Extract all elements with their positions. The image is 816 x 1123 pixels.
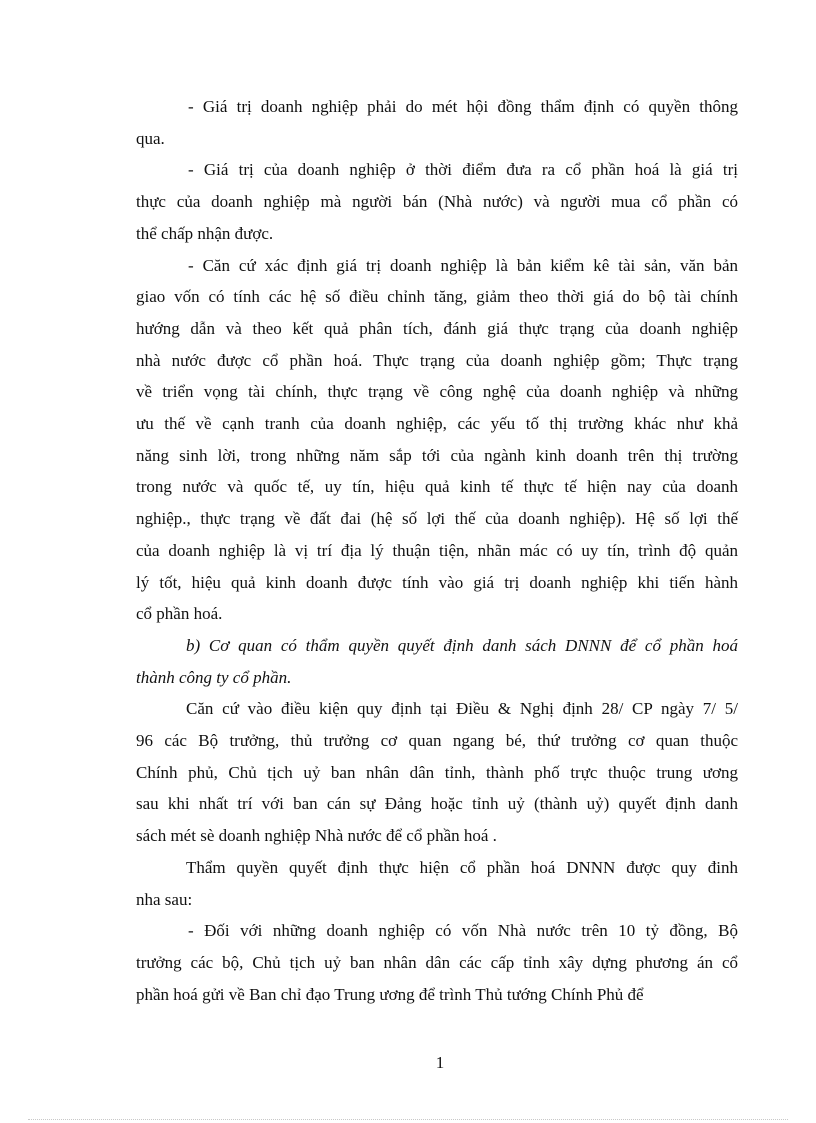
- paragraph-line: - Đối với những doanh nghiệp có vốn Nhà nước trên 10 tỷ đồng, Bộ: [188, 921, 738, 941]
- paragraph-line: Thẩm quyền quyết định thực hiện cổ phần hoá DNNN được quy đinh: [186, 857, 738, 877]
- paragraph-line: lý tốt, hiệu quả kinh doanh được tính vào giá trị doanh nghiệp khi tiến hành: [136, 572, 738, 592]
- paragraph-line: trong nước và quốc tế, uy tín, hiệu quả kinh tế thực tế hiện nay của doanh: [136, 477, 738, 497]
- paragraph-line: thành công ty cổ phần.: [136, 667, 292, 687]
- paragraph-line: sách mét sè doanh nghiệp Nhà nước để cổ phần hoá .: [136, 826, 497, 846]
- paragraph: [136, 91, 738, 154]
- paragraph-line: Chính phủ, Chủ tịch uỷ ban nhân dân tỉnh, thành phố trực thuộc trung ương: [136, 762, 738, 782]
- paragraph-line: trưởng các bộ, Chủ tịch uỷ ban nhân dân các cấp tỉnh xây dựng phương án cổ: [136, 952, 738, 972]
- paragraph-line: về triển vọng tài chính, thực trạng về công nghệ của doanh nghiệp và những: [136, 382, 738, 402]
- paragraph-line: hướng dẫn và theo kết quả phân tích, đánh giá thực trạng của doanh nghiệp: [136, 318, 738, 338]
- paragraph-line: - Căn cứ xác định giá trị doanh nghiệp là bản kiểm kê tài sản, văn bản: [188, 255, 738, 275]
- paragraph-line: của doanh nghiệp là vị trí địa lý thuận tiện, nhãn mác có uy tín, trình độ quản: [136, 540, 738, 560]
- page-footer-divider: [28, 1119, 788, 1120]
- paragraph: [136, 693, 738, 852]
- paragraph-line: 96 các Bộ trưởng, thủ trưởng cơ quan ngang bé, thứ trưởng cơ quan thuộc: [136, 731, 738, 751]
- paragraph-line: nhà nước được cổ phần hoá. Thực trạng của doanh nghiệp gồm; Thực trạng: [136, 350, 738, 370]
- paragraph-line: Căn cứ vào điều kiện quy định tại Điều & Nghị định 28/ CP ngày 7/ 5/: [186, 699, 738, 719]
- paragraph-line: thể chấp nhận được.: [136, 223, 274, 243]
- paragraph: [136, 250, 738, 630]
- paragraph-line: sau khi nhất trí với ban cán sự Đảng hoặc tỉnh uỷ (thành uỷ) quyết định danh: [136, 794, 738, 814]
- paragraph: [136, 154, 738, 249]
- paragraph: [136, 852, 738, 915]
- paragraph-line: qua.: [136, 128, 165, 148]
- paragraph-line: phần hoá gửi về Ban chỉ đạo Trung ương để trình Thủ tướng Chính Phủ để: [136, 984, 644, 1004]
- paragraph-line: - Giá trị doanh nghiệp phải do mét hội đồng thẩm định có quyền thông: [188, 97, 738, 116]
- paragraph-line: b) Cơ quan có thẩm quyền quyết định danh sách DNNN để cổ phần hoá: [186, 635, 738, 655]
- paragraph-line: cổ phần hoá.: [136, 604, 223, 624]
- paragraph-line: - Giá trị của doanh nghiệp ở thời điểm đưa ra cổ phần hoá là giá trị: [188, 160, 738, 180]
- paragraph-line: giao vốn có tính các hệ số điều chỉnh tăng, giảm theo thời giá do bộ tài chính: [136, 287, 738, 307]
- document-body: [136, 91, 738, 1010]
- paragraph: [136, 630, 738, 693]
- paragraph-line: ưu thế về cạnh tranh của doanh nghiệp, các yếu tố thị trường khác như khả: [136, 414, 738, 434]
- paragraph-line: năng sinh lời, trong những năm sắp tới của ngành kinh doanh trên thị trường: [136, 445, 738, 465]
- paragraph-line: thực của doanh nghiệp mà người bán (Nhà nước) và người mua cổ phần có: [136, 192, 738, 212]
- paragraph-line: nghiệp., thực trạng về đất đai (hệ số lợi thế của doanh nghiệp). Hệ số lợi thế: [136, 509, 738, 529]
- page-number: 1: [435, 1053, 445, 1072]
- paragraph: [136, 915, 738, 1010]
- paragraph-line: nha sau:: [136, 889, 193, 909]
